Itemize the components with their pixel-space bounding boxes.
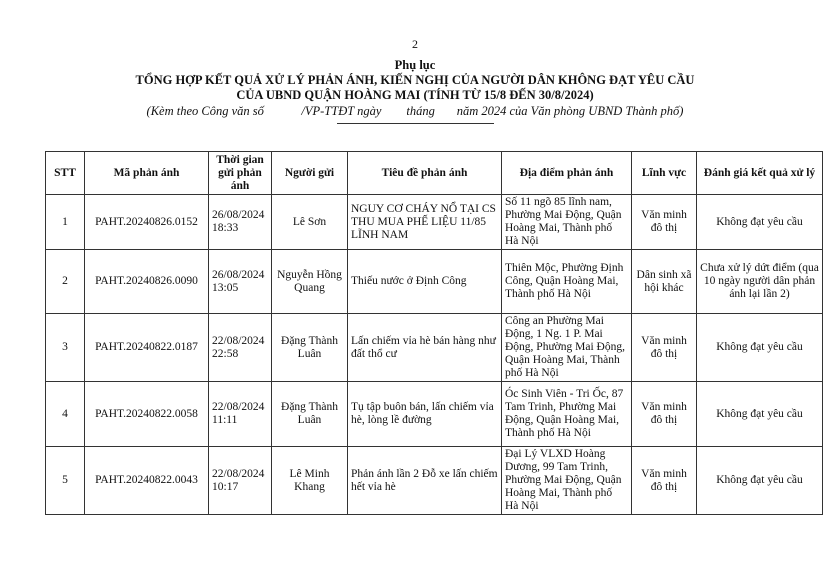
column-header-code: Mã phản ánh: [85, 152, 209, 195]
cell-field: Văn minh đô thị: [632, 447, 697, 515]
cell-sender: Đặng Thành Luân: [272, 382, 348, 447]
cell-time: 26/08/2024 13:05: [209, 250, 272, 314]
subtitle-open-paren: (: [146, 104, 151, 118]
cell-title: Lấn chiếm vỉa hè bán hàng như đất thổ cư: [348, 314, 502, 382]
cell-sender: Đặng Thành Luân: [272, 314, 348, 382]
table-row: [46, 314, 823, 382]
cell-evaluation: Không đạt yêu cầu: [697, 382, 823, 447]
subtitle-close-paren: ): [679, 104, 684, 118]
document-subtitle: [0, 104, 830, 119]
cell-evaluation: Chưa xử lý dứt điểm (qua 10 ngày người dân phản ánh lại lần 2): [697, 250, 823, 314]
cell-code: PAHT.20240822.0058: [85, 382, 209, 447]
cell-time: 22/08/2024 10:17: [209, 447, 272, 515]
cell-title: Thiếu nước ở Định Công: [348, 250, 502, 314]
cell-evaluation: Không đạt yêu cầu: [697, 447, 823, 515]
cell-location: Số 11 ngõ 85 lĩnh nam, Phường Mai Động, Quận Hoàng Mai, Thành phố Hà Nội: [502, 195, 632, 250]
cell-time: 22/08/2024 11:11: [209, 382, 272, 447]
cell-code: PAHT.20240826.0152: [85, 195, 209, 250]
table-row: [46, 250, 823, 314]
table-row: [46, 447, 823, 515]
complaints-table: [45, 151, 823, 515]
cell-code: PAHT.20240822.0043: [85, 447, 209, 515]
cell-location: Óc Sinh Viên - Tri Ốc, 87 Tam Trinh, Phường Mai Động, Quận Hoàng Mai, Thành phố Hà Nội: [502, 382, 632, 447]
document-title-line1: TỔNG HỢP KẾT QUẢ XỬ LÝ PHẢN ÁNH, KIẾN NGHỊ CỦA NGƯỜI DÂN KHÔNG ĐẠT YÊU CẦU: [135, 73, 695, 87]
cell-code: PAHT.20240826.0090: [85, 250, 209, 314]
cell-field: Dân sinh xã hội khác: [632, 250, 697, 314]
cell-field: Văn minh đô thị: [632, 314, 697, 382]
table-row: [46, 195, 823, 250]
table-row: [46, 382, 823, 447]
column-header-location: Địa điểm phản ánh: [502, 152, 632, 195]
column-header-sender: Người gửi: [272, 152, 348, 195]
cell-stt: 5: [46, 447, 85, 515]
cell-title: NGUY CƠ CHÁY NỔ TẠI CS THU MUA PHẾ LIỆU 11/85 LĨNH NAM: [348, 195, 502, 250]
cell-stt: 1: [46, 195, 85, 250]
page-number: 2: [412, 37, 418, 51]
document-title-line2: CỦA UBND QUẬN HOÀNG MAI (TÍNH TỪ 15/8 ĐẾN 30/8/2024): [236, 88, 594, 102]
column-header-time: Thời gian gửi phản ánh: [209, 152, 272, 195]
column-header-title: Tiêu đề phản ánh: [348, 152, 502, 195]
column-header-field: Lĩnh vực: [632, 152, 697, 195]
cell-evaluation: Không đạt yêu cầu: [697, 314, 823, 382]
cell-location: Đại Lý VLXD Hoàng Dương, 99 Tam Trinh, Phường Mai Động, Quận Hoàng Mai, Thành phố Hà Nội: [502, 447, 632, 515]
cell-location: Công an Phường Mai Động, 1 Ng. 1 P. Mai Động, Phường Mai Động, Quận Hoàng Mai, Thành phố Hà Nội: [502, 314, 632, 382]
cell-field: Văn minh đô thị: [632, 382, 697, 447]
cell-sender: Lê Sơn: [272, 195, 348, 250]
title-underline: [337, 123, 494, 124]
cell-time: 22/08/2024 22:58: [209, 314, 272, 382]
cell-stt: 4: [46, 382, 85, 447]
column-header-stt: STT: [46, 152, 85, 195]
cell-title: Phản ánh lần 2 Đỗ xe lấn chiếm hết vỉa hè: [348, 447, 502, 515]
subtitle-text: Kèm theo Công văn số /VP-TTĐT ngày tháng năm 2024 của Văn phòng UBND Thành phố: [150, 104, 680, 118]
cell-field: Văn minh đô thị: [632, 195, 697, 250]
cell-stt: 3: [46, 314, 85, 382]
table-header-row: [46, 152, 823, 195]
column-header-evaluation: Đánh giá kết quả xử lý: [697, 152, 823, 195]
cell-time: 26/08/2024 18:33: [209, 195, 272, 250]
cell-code: PAHT.20240822.0187: [85, 314, 209, 382]
appendix-label: Phụ lục: [394, 58, 436, 72]
cell-title: Tụ tập buôn bán, lấn chiếm vỉa hè, lòng lề đường: [348, 382, 502, 447]
cell-stt: 2: [46, 250, 85, 314]
cell-evaluation: Không đạt yêu cầu: [697, 195, 823, 250]
cell-sender: Lê Minh Khang: [272, 447, 348, 515]
cell-sender: Nguyễn Hồng Quang: [272, 250, 348, 314]
cell-location: Thiên Mộc, Phường Định Công, Quận Hoàng Mai, Thành phố Hà Nội: [502, 250, 632, 314]
